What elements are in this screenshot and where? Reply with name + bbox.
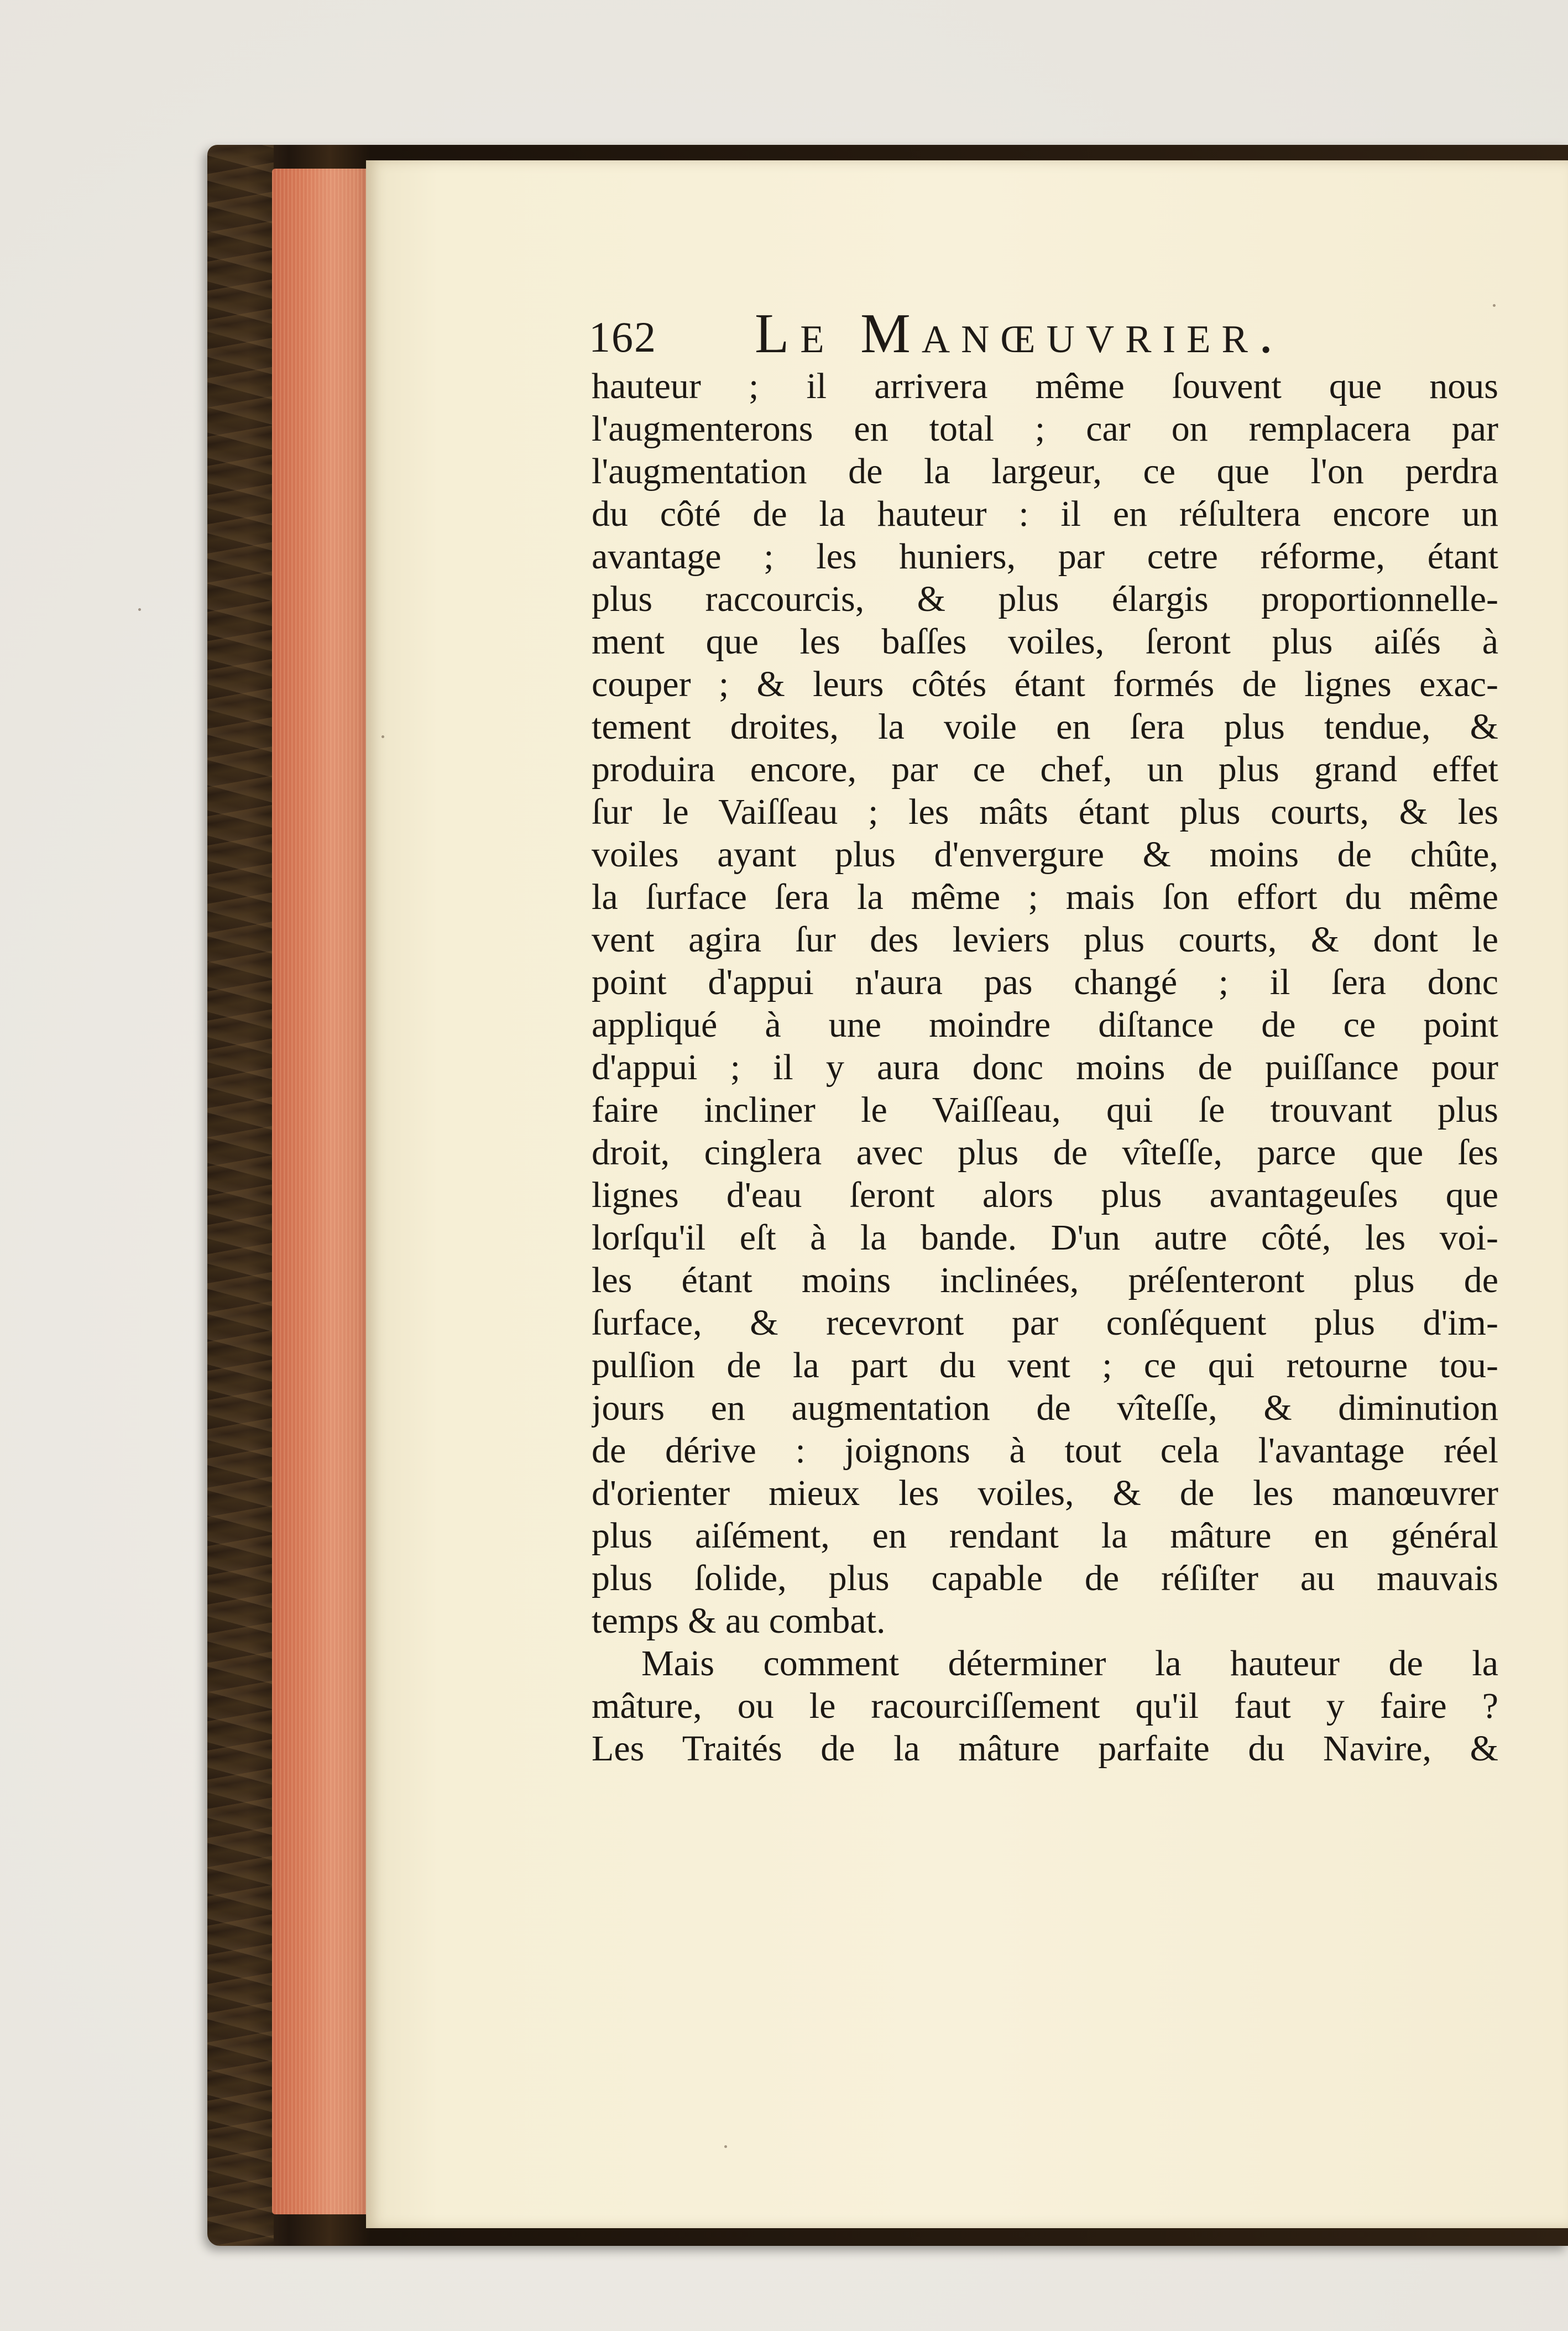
- running-title: Le Manœuvrier.: [755, 302, 1284, 365]
- text-line: Mais comment déterminer la hauteur de la: [641, 1643, 1498, 1684]
- text-line: ſurface, & recevront par conſéquent plus d'im-: [592, 1303, 1498, 1343]
- text-line: voiles ayant plus d'envergure & moins de chûte,: [592, 834, 1498, 875]
- text-line: plus raccourcis, & plus élargis proportionnelle-: [592, 579, 1498, 619]
- text-line: l'augmentation de la largeur, ce que l'on perdra: [592, 451, 1498, 492]
- text-line: temps & au combat.: [592, 1601, 886, 1641]
- cover-spine-edge: [207, 145, 274, 2246]
- text-line: la ſurface ſera la même ; mais ſon effort du même: [592, 877, 1498, 917]
- text-line: appliqué à une moindre diſtance de ce point: [592, 1005, 1498, 1045]
- text-line: du côté de la hauteur : il en réſultera encore un: [592, 494, 1498, 534]
- text-line: vent agira ſur des leviers plus courts, & dont le: [592, 919, 1498, 960]
- text-line: ſur le Vaiſſeau ; les mâts étant plus courts, & les: [592, 792, 1498, 832]
- text-line: ment que les baſſes voiles, ſeront plus aiſés à: [592, 621, 1498, 662]
- text-line: pulſion de la part du vent ; ce qui retourne tou-: [592, 1345, 1498, 1386]
- text-line: jours en augmentation de vîteſſe, & diminution: [592, 1388, 1498, 1428]
- body-text: [592, 365, 1498, 1770]
- text-line: lorſqu'il eſt à la bande. D'un autre côté, les voi-: [592, 1217, 1498, 1258]
- text-line: d'appui ; il y aura donc moins de puiſſance pour: [592, 1047, 1498, 1088]
- text-line: l'augmenterons en total ; car on remplacera par: [592, 409, 1498, 449]
- dust-speck: [381, 735, 384, 738]
- dust-speck: [138, 608, 141, 611]
- text-line: point d'appui n'aura pas changé ; il ſera donc: [592, 962, 1498, 1002]
- text-line: plus aiſément, en rendant la mâture en général: [592, 1515, 1498, 1556]
- text-line: hauteur ; il arrivera même ſouvent que nous: [592, 366, 1498, 406]
- text-line: produira encore, par ce chef, un plus grand effet: [592, 749, 1498, 790]
- text-line: les étant moins inclinées, préſenteront plus de: [592, 1260, 1498, 1300]
- text-line: tement droites, la voile en ſera plus tendue, &: [592, 707, 1498, 747]
- text-line: mâture, ou le racourciſſement qu'il faut y faire ?: [592, 1686, 1498, 1726]
- page-header: [589, 301, 1473, 368]
- text-line: d'orienter mieux les voiles, & de les manœuvrer: [592, 1473, 1498, 1513]
- dust-speck: [1493, 304, 1496, 307]
- text-line: Les Traités de la mâture parfaite du Navire, &: [592, 1728, 1498, 1769]
- page-number: 162: [589, 313, 657, 361]
- dust-speck: [724, 2145, 727, 2148]
- text-line: plus ſolide, plus capable de réſiſter au mauvais: [592, 1558, 1498, 1598]
- text-line: avantage ; les huniers, par cetre réforme, étant: [592, 536, 1498, 577]
- text-line: lignes d'eau ſeront alors plus avantageuſes que: [592, 1175, 1498, 1215]
- text-line: droit, cinglera avec plus de vîteſſe, parce que ſes: [592, 1132, 1498, 1173]
- text-line: de dérive : joignons à tout cela l'avantage réel: [592, 1430, 1498, 1471]
- text-line: couper ; & leurs côtés étant formés de lignes exac-: [592, 664, 1498, 704]
- page-edges: [272, 169, 372, 2214]
- text-line: faire incliner le Vaiſſeau, qui ſe trouvant plus: [592, 1090, 1498, 1130]
